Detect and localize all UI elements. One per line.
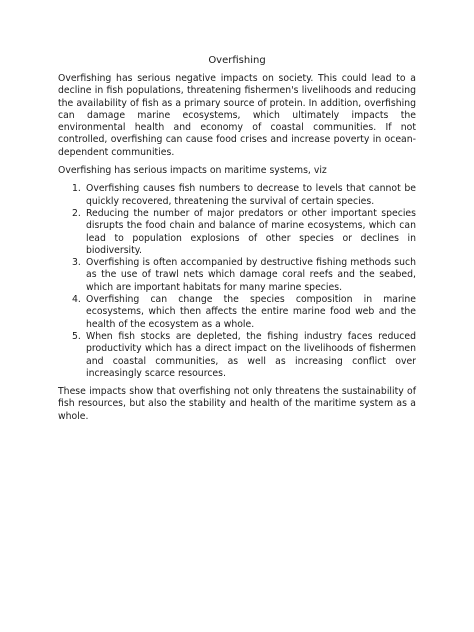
list-item-text: Reducing the number of major predators or other important species disrupts the food chain and balance of marine ecosystems, which can lead to population explosions of other species or declines in biodiversity. [86, 207, 416, 256]
impacts-list [58, 183, 416, 380]
list-item-text: Overfishing is often accompanied by destructive fishing methods such as the use of trawl nets which damage coral reefs and the seabed, which are important habitats for many marine species. [86, 257, 416, 293]
conclusion-paragraph: These impacts show that overfishing not only threatens the sustainability of fish resources, but also the stability and health of the maritime system as a whole. [58, 386, 416, 422]
list-item [72, 183, 416, 208]
list-item-text: Overfishing causes fish numbers to decrease to levels that cannot be quickly recovered, threatening the survival of certain species. [86, 183, 416, 207]
list-item [72, 330, 416, 380]
list-item [72, 294, 416, 331]
intro-paragraph: Overfishing has serious negative impacts on society. This could lead to a decline in fish populations, threatening fishermen's livelihoods and reducing the availability of fish as a primary source of protein. In addition, overfishing can damage marine ecosystems, which ultimately impacts the environmental health and economy of coastal communities. If not controlled, overfishing can cause food crises and increase poverty in ocean-dependent communities. [58, 73, 416, 158]
list-item-number: 3. [72, 257, 81, 269]
list-item-number: 2. [72, 207, 81, 219]
list-item-text: Overfishing can change the species composition in marine ecosystems, which then affects the entire marine food web and the health of the ecosystem as a whole. [86, 294, 416, 330]
list-item-number: 1. [72, 183, 81, 195]
list-item-number: 5. [72, 330, 81, 342]
list-item [72, 207, 416, 257]
list-item-number: 4. [72, 294, 81, 306]
document-page [58, 54, 416, 429]
list-item-text: When fish stocks are depleted, the fishing industry faces reduced productivity which has a direct impact on the livelihoods of fishermen and coastal communities, as well as increasing conflict over increasingly scarce resources. [86, 330, 416, 379]
list-item [72, 257, 416, 294]
document-title: Overfishing [208, 55, 266, 66]
list-intro: Overfishing has serious impacts on maritime systems, viz [58, 165, 327, 177]
